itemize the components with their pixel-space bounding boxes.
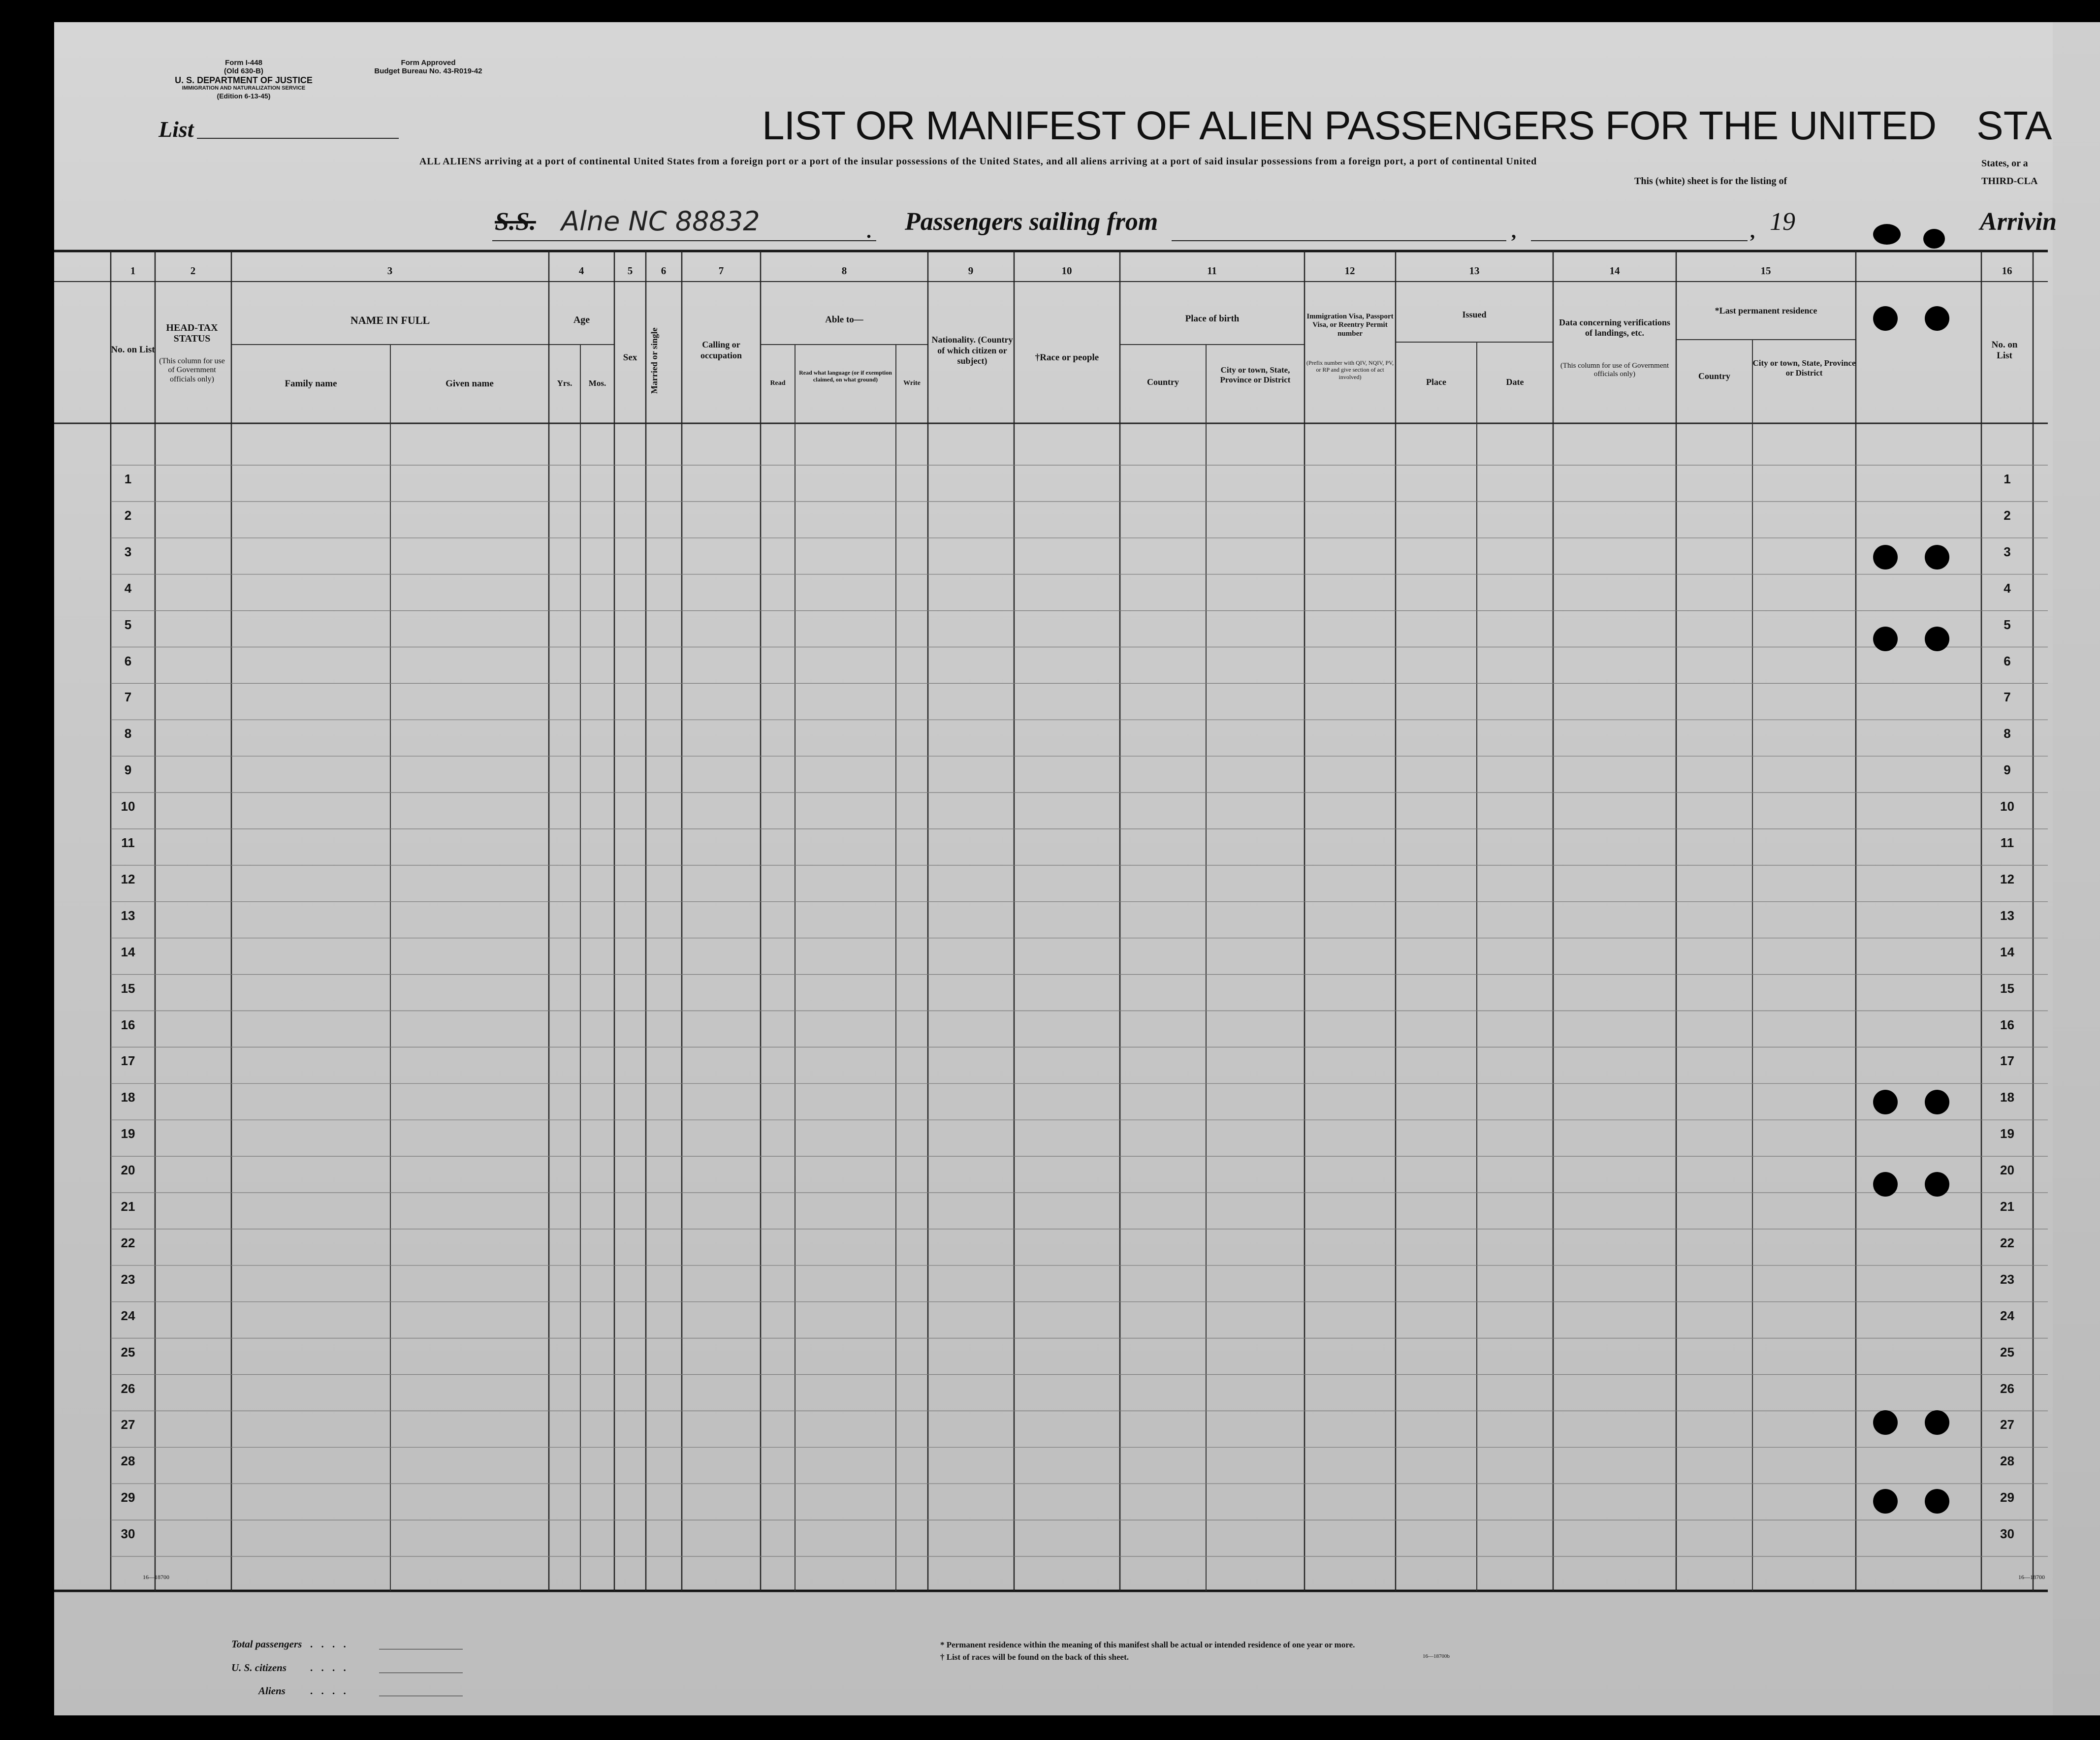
punch-hole (1873, 1489, 1898, 1514)
row-number-right: 18 (2000, 1090, 2014, 1105)
header-issued-date: Date (1506, 377, 1524, 387)
column-number: 13 (1469, 265, 1480, 277)
row-number-left: 7 (124, 690, 132, 705)
punch-hole (1925, 627, 1949, 651)
ss-label: S.S. (495, 208, 536, 236)
row-number-right: 25 (2000, 1344, 2014, 1360)
punch-hole (1873, 1090, 1898, 1114)
row-number-right: 30 (2000, 1526, 2014, 1542)
row-number-right: 9 (2004, 762, 2011, 778)
ss-period: . (866, 220, 871, 242)
manifest-subtitle-2: This (white) sheet is for the listing of (1634, 176, 1787, 187)
row-number-left: 17 (121, 1053, 135, 1069)
footer-us-citizens: U. S. citizens (231, 1662, 287, 1674)
row-number-right: 1 (2004, 472, 2011, 486)
row-number-right: 22 (2000, 1235, 2014, 1250)
row-number-right: 20 (2000, 1163, 2014, 1178)
column-number: 2 (190, 265, 196, 277)
header-given-name: Given name (445, 379, 494, 389)
column-number: 15 (1760, 265, 1771, 277)
department: U. S. DEPARTMENT OF JUSTICE (175, 75, 313, 85)
header-able-to: Able to— (825, 315, 863, 325)
row-number-right: 19 (2000, 1126, 2014, 1141)
arriving-label: Arrivin (1980, 208, 2057, 236)
row-number-left: 8 (124, 726, 132, 741)
punch-hole (1923, 229, 1945, 249)
row-number-left: 10 (121, 799, 135, 814)
punch-hole (1925, 545, 1949, 569)
footer-mark: 16—18700b (1423, 1653, 1450, 1659)
punch-hole (1925, 1172, 1949, 1197)
punch-hole (1925, 1410, 1949, 1435)
service: IMMIGRATION AND NATURALIZATION SERVICE (182, 85, 306, 91)
header-residence-city: City or town, State, Province or District (1752, 358, 1856, 378)
row-number-right: 13 (2000, 908, 2014, 923)
header-write: Write (903, 380, 921, 387)
row-number-right: 29 (2000, 1490, 2014, 1505)
ss-handwritten-name: Alne NC 88832 (561, 206, 760, 237)
punch-hole (1925, 1489, 1949, 1514)
row-number-left: 14 (121, 944, 135, 959)
punch-hole (1873, 1410, 1898, 1435)
row-number-right: 2 (2004, 507, 2011, 523)
footer-note-races: † List of races will be found on the back of this sheet. (940, 1652, 1129, 1662)
row-number-left: 15 (121, 981, 135, 996)
header-birth-country: Country (1146, 377, 1179, 387)
row-number-left: 11 (121, 835, 135, 850)
row-number-left: 23 (121, 1271, 135, 1287)
header-residence-country: Country (1698, 371, 1730, 381)
header-head-tax: HEAD-TAX STATUS (166, 322, 218, 344)
row-number-right: 21 (2000, 1199, 2014, 1214)
punch-hole (1925, 1090, 1949, 1114)
row-number-right: 17 (2000, 1053, 2014, 1069)
budget-bureau: Budget Bureau No. 43-R019-42 (374, 67, 482, 75)
row-number-right: 26 (2000, 1381, 2014, 1396)
header-visa-note: (Prefix number with QIV, NQIV, PV, or RP and give section of act involved) (1306, 359, 1394, 380)
form-number: Form I-448 (225, 59, 262, 67)
row-number-left: 18 (121, 1090, 135, 1105)
row-number-right: 6 (2004, 653, 2011, 668)
row-number-right: 10 (2000, 799, 2014, 814)
header-data-concerning: Data concerning verifications of landings, etc. (1559, 317, 1670, 338)
row-number-left: 25 (121, 1344, 135, 1360)
form-approved: Form Approved (401, 59, 456, 67)
row-number-left: 3 (124, 544, 132, 559)
row-number-left: 28 (121, 1454, 135, 1469)
header-issued-place: Place (1426, 377, 1446, 387)
form-old-number: (Old 630-B) (223, 67, 263, 75)
row-number-right: 3 (2004, 544, 2011, 559)
column-number: 7 (718, 265, 724, 277)
row-number-left: 12 (121, 871, 135, 886)
edition: (Edition 6-13-45) (217, 92, 271, 100)
header-no-on-list: No. on List (111, 345, 155, 355)
list-label: List (159, 117, 194, 142)
printer-mark-right: 16—18700 (2018, 1574, 2045, 1581)
row-number-right: 7 (2004, 690, 2011, 705)
row-number-left: 24 (121, 1308, 135, 1323)
row-number-left: 22 (121, 1235, 135, 1250)
punch-hole (1873, 627, 1898, 651)
footer-total-passengers: Total passengers (231, 1638, 302, 1650)
punch-hole (1873, 545, 1898, 569)
footer-dots-2: . . . . (310, 1662, 349, 1674)
sailing-comma: , (1511, 220, 1516, 242)
header-calling: Calling or occupation (700, 340, 742, 360)
row-number-right: 8 (2004, 726, 2011, 741)
manifest-title-continued: STA (1976, 103, 2052, 148)
subtitle-cont-2: THIRD-CLA (1981, 176, 2038, 187)
manifest-title: LIST OR MANIFEST OF ALIEN PASSENGERS FOR THE UNITED (762, 103, 1937, 148)
header-issued: Issued (1462, 310, 1487, 319)
row-number-right: 16 (2000, 1017, 2014, 1032)
row-number-left: 5 (124, 617, 132, 632)
header-race: †Race or people (1035, 352, 1099, 363)
row-number-left: 27 (121, 1417, 135, 1432)
subtitle-cont-1: States, or a (1981, 158, 2028, 169)
punch-hole (1925, 306, 1949, 331)
row-number-right: 5 (2004, 617, 2011, 632)
sailing-from-label: Passengers sailing from (905, 208, 1158, 236)
footer-dots-3: . . . . (310, 1685, 349, 1697)
row-number-right: 28 (2000, 1454, 2014, 1469)
column-number: 6 (661, 265, 667, 277)
row-number-left: 29 (121, 1490, 135, 1505)
column-number: 12 (1344, 265, 1355, 277)
column-number: 9 (968, 265, 974, 277)
header-mos: Mos. (588, 379, 606, 388)
manifest-subtitle: ALL ALIENS arriving at a port of continental United States from a foreign port or a port of the insular possessions of the United States, and all aliens arriving at a port of said insular possessions from a foreign port, a port of continental United (419, 156, 1537, 167)
row-number-left: 26 (121, 1381, 135, 1396)
row-number-left: 13 (121, 908, 135, 923)
header-nationality: Nationality. (Country of which citizen or subject) (931, 335, 1013, 366)
row-number-left: 1 (124, 472, 132, 486)
punch-hole (1873, 224, 1901, 245)
header-read-language: Read what language (or if exemption claimed, on what ground) (799, 369, 892, 383)
footer-dots-1: . . . . (310, 1638, 349, 1650)
header-read: Read (770, 380, 786, 387)
header-name-in-full: NAME IN FULL (350, 314, 430, 326)
header-data-note: (This column for use of Government officials only) (1560, 362, 1669, 379)
column-number: 5 (627, 265, 633, 277)
printer-mark-left: 16—18700 (143, 1574, 169, 1581)
row-number-right: 12 (2000, 871, 2014, 886)
punch-hole (1873, 1172, 1898, 1197)
row-number-right: 14 (2000, 944, 2014, 959)
header-sex: Sex (623, 352, 637, 363)
header-no-on-list-right: No. on List (1991, 340, 2018, 361)
footer-note-residence: * Permanent residence within the meaning of this manifest shall be actual or intended residence of one year or more. (940, 1640, 1355, 1649)
year-label: 19 (1770, 208, 1795, 236)
header-last-residence: *Last permanent residence (1715, 306, 1817, 316)
row-number-left: 21 (121, 1199, 135, 1214)
header-head-tax-note: (This column for use of Government officials only) (159, 357, 225, 383)
row-number-right: 27 (2000, 1417, 2014, 1432)
column-number: 4 (578, 265, 584, 277)
header-age: Age (573, 315, 590, 325)
column-number: 3 (387, 265, 393, 277)
row-number-left: 4 (124, 580, 132, 596)
row-number-left: 6 (124, 653, 132, 668)
row-number-left: 30 (121, 1526, 135, 1542)
row-number-left: 16 (121, 1017, 135, 1032)
row-number-left: 2 (124, 507, 132, 523)
header-birth-city: City or town, State, Province or District (1220, 365, 1291, 384)
header-yrs: Yrs. (557, 379, 573, 388)
column-number: 14 (1609, 265, 1620, 277)
row-number-left: 20 (121, 1163, 135, 1178)
row-number-left: 9 (124, 762, 132, 778)
row-number-right: 23 (2000, 1271, 2014, 1287)
column-number: 16 (2002, 265, 2012, 277)
header-married: Married or single (649, 327, 659, 394)
footer-aliens: Aliens (258, 1685, 286, 1697)
row-number-right: 4 (2004, 580, 2011, 596)
header-place-of-birth: Place of birth (1185, 314, 1240, 324)
punch-hole (1873, 306, 1898, 331)
row-number-right: 15 (2000, 981, 2014, 996)
column-number: 10 (1061, 265, 1072, 277)
row-number-left: 19 (121, 1126, 135, 1141)
column-number: 8 (841, 265, 847, 277)
date-comma: , (1750, 220, 1755, 242)
column-number: 11 (1207, 265, 1217, 277)
row-number-right: 24 (2000, 1308, 2014, 1323)
row-number-right: 11 (2000, 835, 2014, 850)
header-family-name: Family name (285, 379, 337, 389)
column-number: 1 (130, 265, 136, 277)
header-visa: Immigration Visa, Passport Visa, or Reentry Permit number (1306, 313, 1394, 338)
